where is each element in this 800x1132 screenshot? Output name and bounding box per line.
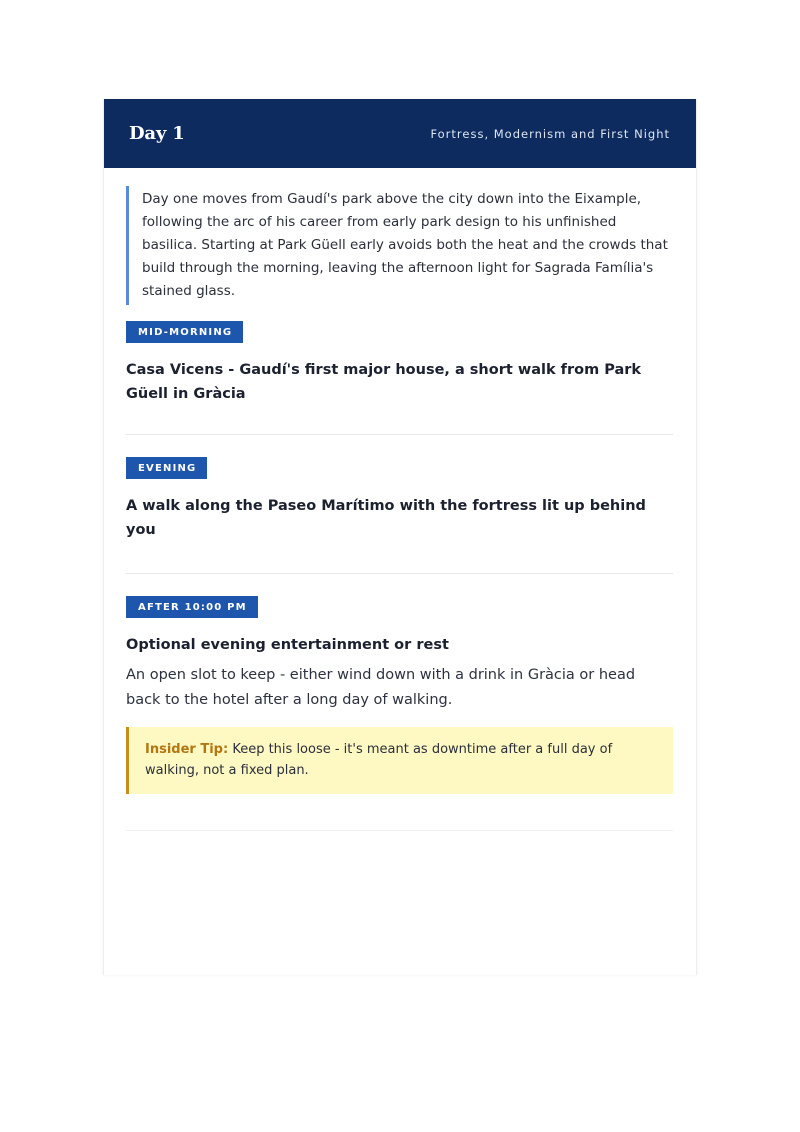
activity-title: Casa Vicens - Gaudí's first major house, a short walk from Park Güell in Gràcia [126,362,642,402]
day-title: Day 1 [129,123,185,144]
insider-tip-label: Insider Tip: [145,742,229,757]
time-badge: MID-MORNING [126,321,243,343]
activity-description: An open slot to keep - either wind down with a drink in Gràcia or head back to the hotel after a long day of walking. [126,667,636,708]
day-body [104,168,696,831]
card-fade [104,795,696,975]
section-divider [126,434,673,435]
insider-tip [126,727,673,794]
activity-evening [126,456,673,542]
time-badge: AFTER 10:00 PM [126,596,258,618]
section-divider [126,573,673,574]
day-card [103,99,697,975]
activity-mid-morning [126,320,673,406]
day-header [104,99,696,168]
activity-title: Optional evening entertainment or rest [126,637,449,653]
day-subtitle: Fortress, Modernism and First Night [430,126,670,141]
activity-title: A walk along the Paseo Marítimo with the fortress lit up behind you [126,498,646,538]
day-intro: Day one moves from Gaudí's park above the city down into the Eixample, following the arc of his career from early park design to his unfinished basilica. Starting at Park Güell early avoids both the heat and the crowds that build through the morning, leaving the afternoon light for Sagrada Família's stained glass. [126,186,673,305]
time-badge: EVENING [126,457,207,479]
activity-late-night [126,595,673,794]
insider-tip-text: Keep this loose - it's meant as downtime after a full day of walking, not a fixed plan. [145,742,613,778]
